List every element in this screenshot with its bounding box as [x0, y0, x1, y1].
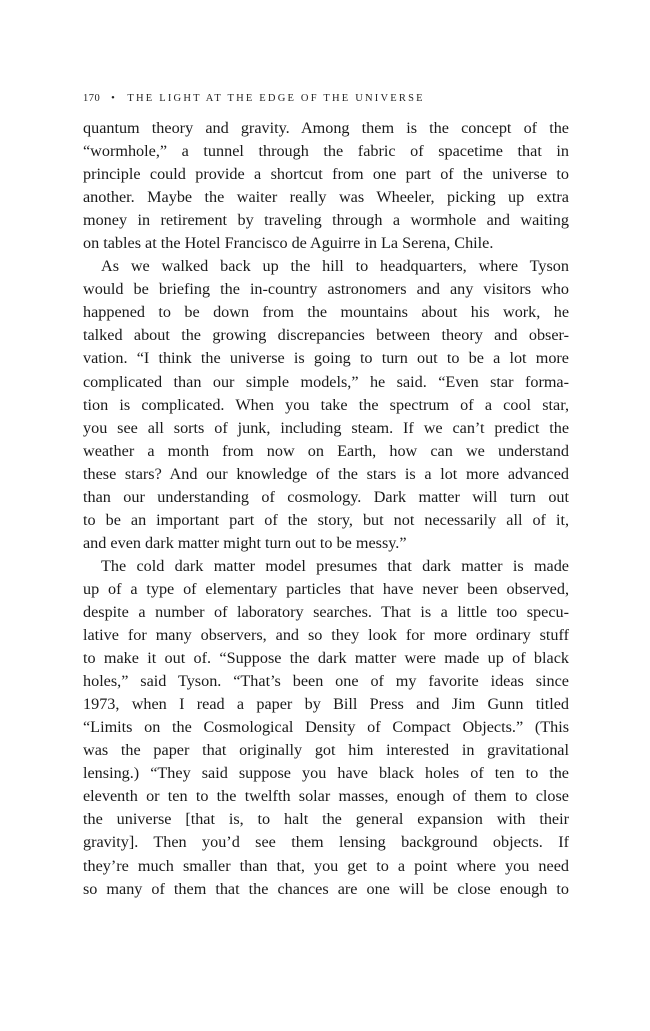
- text-line: principle could provide a shortcut from one part of the universe to: [83, 165, 569, 184]
- text-line: on tables at the Hotel Francisco de Aguirre in La Serena, Chile.: [83, 234, 494, 253]
- text-line: eleventh or ten to the twelfth solar masses, enough of them to close: [83, 787, 569, 806]
- text-line: the universe [that is, to halt the general expansion with their: [83, 810, 569, 829]
- paragraph: [83, 117, 569, 255]
- text-line: despite a number of laboratory searches. That is a little too specu-: [83, 602, 569, 621]
- text-line: complicated than our simple models,” he said. “Even star forma-: [83, 372, 569, 391]
- text-line: holes,” said Tyson. “That’s been one of my favorite ideas since: [83, 672, 569, 691]
- text-line: and even dark matter might turn out to be messy.”: [83, 533, 407, 552]
- text-line: talked about the growing discrepancies between theory and obser-: [83, 326, 569, 345]
- text-line: quantum theory and gravity. Among them is the concept of the: [83, 119, 569, 137]
- text-line: “wormhole,” a tunnel through the fabric of spacetime that in: [83, 142, 569, 161]
- text-line: money in retirement by traveling through a wormhole and waiting: [83, 211, 569, 230]
- paragraph: [83, 555, 569, 901]
- text-line: lensing.) “They said suppose you have black holes of ten to the: [83, 764, 569, 783]
- text-line: these stars? And our knowledge of the stars is a lot more advanced: [83, 464, 569, 483]
- text-line: gravity]. Then you’d see them lensing background objects. If: [83, 833, 569, 852]
- paragraph: [83, 255, 569, 555]
- text-line: The cold dark matter model presumes that dark matter is made: [101, 556, 569, 575]
- text-line: they’re much smaller than that, you get to a point where you need: [83, 856, 569, 875]
- text-line: 1973, when I read a paper by Bill Press and Jim Gunn titled: [83, 695, 569, 714]
- body-text: [83, 117, 569, 901]
- text-line: lative for many observers, and so they look for more ordinary stuff: [83, 626, 569, 645]
- text-line: vation. “I think the universe is going to turn out to be a lot more: [83, 349, 569, 368]
- text-line: was the paper that originally got him interested in gravitational: [83, 741, 569, 760]
- text-line: up of a type of elementary particles that have never been observed,: [83, 579, 569, 598]
- text-line: tion is complicated. When you take the spectrum of a cool star,: [83, 395, 569, 414]
- page-number: 170: [83, 93, 101, 104]
- running-head-separator: •: [111, 93, 115, 104]
- text-line: As we walked back up the hill to headquarters, where Tyson: [101, 257, 569, 276]
- text-line: would be briefing the in-country astronomers and any visitors who: [83, 280, 569, 299]
- text-line: “Limits on the Cosmological Density of Compact Objects.” (This: [83, 718, 569, 737]
- text-line: another. Maybe the waiter really was Wheeler, picking up extra: [83, 188, 569, 207]
- text-line: you see all sorts of junk, including steam. If we can’t predict the: [83, 418, 569, 437]
- text-line: than our understanding of cosmology. Dark matter will turn out: [83, 487, 569, 506]
- text-line: to be an important part of the story, but not necessarily all of it,: [83, 510, 569, 529]
- running-head: [83, 93, 573, 104]
- running-head-title: THE LIGHT AT THE EDGE OF THE UNIVERSE: [127, 93, 425, 104]
- text-line: happened to be down from the mountains about his work, he: [83, 303, 569, 322]
- text-line: weather a month from now on Earth, how can we understand: [83, 441, 569, 460]
- text-line: so many of them that the chances are one will be close enough to: [83, 879, 569, 898]
- text-line: to make it out of. “Suppose the dark matter were made up of black: [83, 649, 569, 668]
